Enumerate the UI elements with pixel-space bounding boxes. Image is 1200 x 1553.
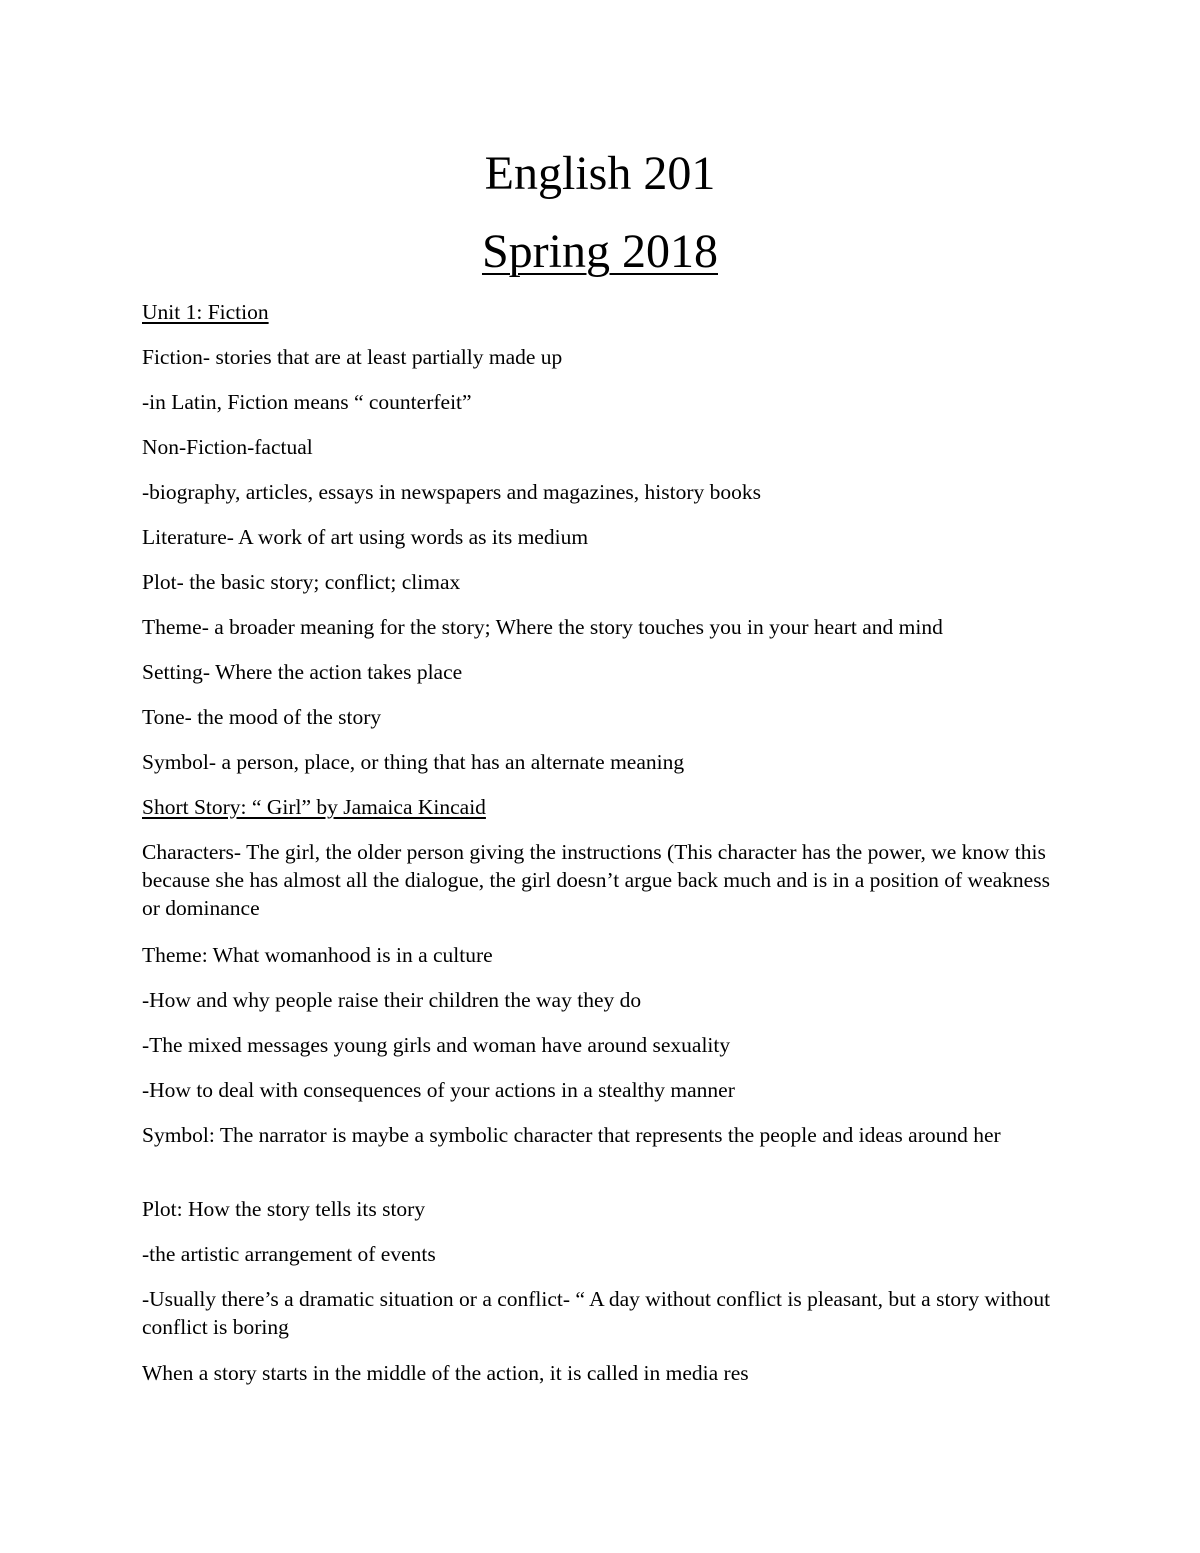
note-line: Plot- the basic story; conflict; climax (142, 570, 461, 594)
note-line: -the artistic arrangement of events (142, 1242, 436, 1266)
note-paragraph: Characters- The girl, the older person giving the instructions (This character has the power, we know this because she has almost all the dialogue, the girl doesn’t argue back much and is in a position of weakness or dominance (142, 840, 1050, 920)
note-line: Setting- Where the action takes place (142, 660, 463, 684)
note-line: Plot: How the story tells its story (142, 1197, 426, 1221)
note-line: Non-Fiction-factual (142, 435, 313, 459)
note-line: Tone- the mood of the story (142, 705, 382, 729)
note-line: -biography, articles, essays in newspapers and magazines, history books (142, 480, 761, 504)
note-paragraph: Symbol: The narrator is maybe a symbolic character that represents the people and ideas around her (142, 1123, 1001, 1147)
note-line: Fiction- stories that are at least partially made up (142, 345, 563, 369)
document-subtitle: Spring 2018 (481, 225, 718, 278)
unit-heading: Unit 1: Fiction (142, 300, 269, 324)
note-line: -How and why people raise their children the way they do (142, 988, 642, 1012)
section-heading: Short Story: “ Girl” by Jamaica Kincaid (142, 795, 486, 819)
note-line: -The mixed messages young girls and woman have around sexuality (142, 1033, 731, 1057)
note-paragraph: -Usually there’s a dramatic situation or a conflict- “ A day without conflict is pleasant, but a story without conflict is boring (142, 1287, 1051, 1339)
note-line: -in Latin, Fiction means “ counterfeit” (142, 390, 472, 414)
document-title: English 201 (484, 147, 716, 200)
note-line: Symbol- a person, place, or thing that has an alternate meaning (142, 750, 685, 774)
note-line: When a story starts in the middle of the action, it is called in media res (142, 1361, 749, 1385)
note-line: Literature- A work of art using words as its medium (142, 525, 589, 549)
note-line: Theme- a broader meaning for the story; Where the story touches you in your heart and mind (142, 615, 943, 639)
note-line: Theme: What womanhood is in a culture (142, 943, 493, 967)
note-line: -How to deal with consequences of your actions in a stealthy manner (142, 1078, 735, 1102)
